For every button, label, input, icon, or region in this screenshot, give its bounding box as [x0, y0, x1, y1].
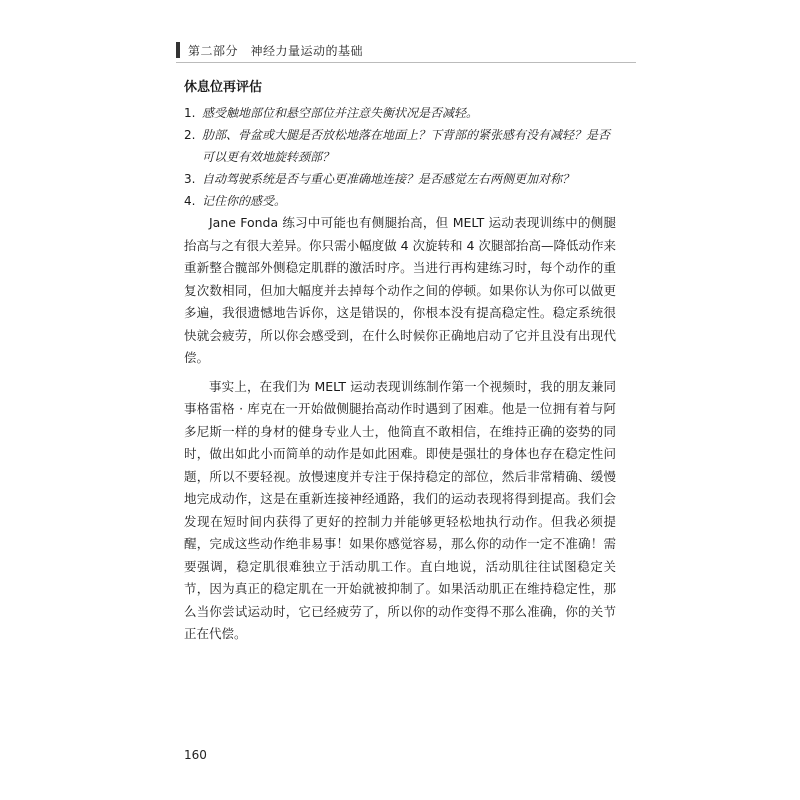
header-section-title: 第二部分 神经力量运动的基础: [188, 43, 364, 58]
list-item-text: 肋部、骨盆或大腿是否放松地落在地面上？下背部的紧张感有没有减轻？是否可以更有效地旋转颈部？: [202, 128, 611, 164]
list-item: [184, 124, 616, 168]
list-item-text: 感受触地部位和悬空部位并注意失衡状况是否减轻。: [202, 106, 479, 120]
list-item-number: 3.: [184, 172, 196, 186]
list-item-number: 1.: [184, 106, 196, 120]
list-item-number: 2.: [184, 128, 196, 142]
page-number: 160: [184, 748, 207, 762]
page-content: [184, 78, 616, 646]
body-paragraph: Jane Fonda 练习中可能也有侧腿抬高，但 MELT 运动表现训练中的侧腿抬高与之有很大差异。你只需小幅度做 4 次旋转和 4 次腿部抬高—降低动作来重新整合髋部外侧稳定肌群的激活时序。当进行再构建练习时，每个动作的重复次数相同，但加大幅度并去掉每个动作之间的停顿。如果你认为你可以做更多遍，我很遗憾地告诉你，这是错误的，你根本没有提高稳定性。稳定系统很快就会疲劳，所以你会感受到，在什么时候你正确地启动了它并且没有出现代偿。: [184, 215, 616, 365]
header-marker: [176, 42, 180, 58]
list-item: [184, 190, 616, 212]
header-divider: [176, 62, 636, 63]
body-paragraph: 事实上，在我们为 MELT 运动表现训练制作第一个视频时，我的朋友兼同事格雷格 · 库克在一开始做侧腿抬高动作时遇到了困难。他是一位拥有着与阿多尼斯一样的身材的健身专业人士，他简直不敢相信，在维持正确的姿势的同时，做出如此小而简单的动作是如此困难。即使是强壮的身体也存在稳定性问题，所以不要轻视。放慢速度并专注于保持稳定的部位，然后非常精确、缓慢地完成动作，这是在重新连接神经通路，我们的运动表现将得到提高。我们会发现在短时间内获得了更好的控制力并能够更轻松地执行动作。但我必须提醒，完成这些动作绝非易事！如果你感觉容易，那么你的动作一定不准确！需要强调，稳定肌很难独立于活动肌工作。直白地说，活动肌往往试图稳定关节，因为真正的稳定肌在一开始就被抑制了。如果活动肌正在维持稳定性，那么当你尝试运动时，它已经疲劳了，所以你的动作变得不那么准确，你的关节正在代偿。: [184, 378, 616, 641]
list-item-number: 4.: [184, 194, 196, 208]
list-item-text: 记住你的感受。: [202, 194, 287, 208]
assessment-list: [184, 102, 616, 212]
section-heading: 休息位再评估: [184, 80, 263, 95]
list-item: [184, 168, 616, 190]
list-item-text: 自动驾驶系统是否与重心更准确地连接？是否感觉左右两侧更加对称？: [202, 172, 575, 186]
list-item: [184, 102, 616, 124]
running-header: [176, 40, 363, 60]
